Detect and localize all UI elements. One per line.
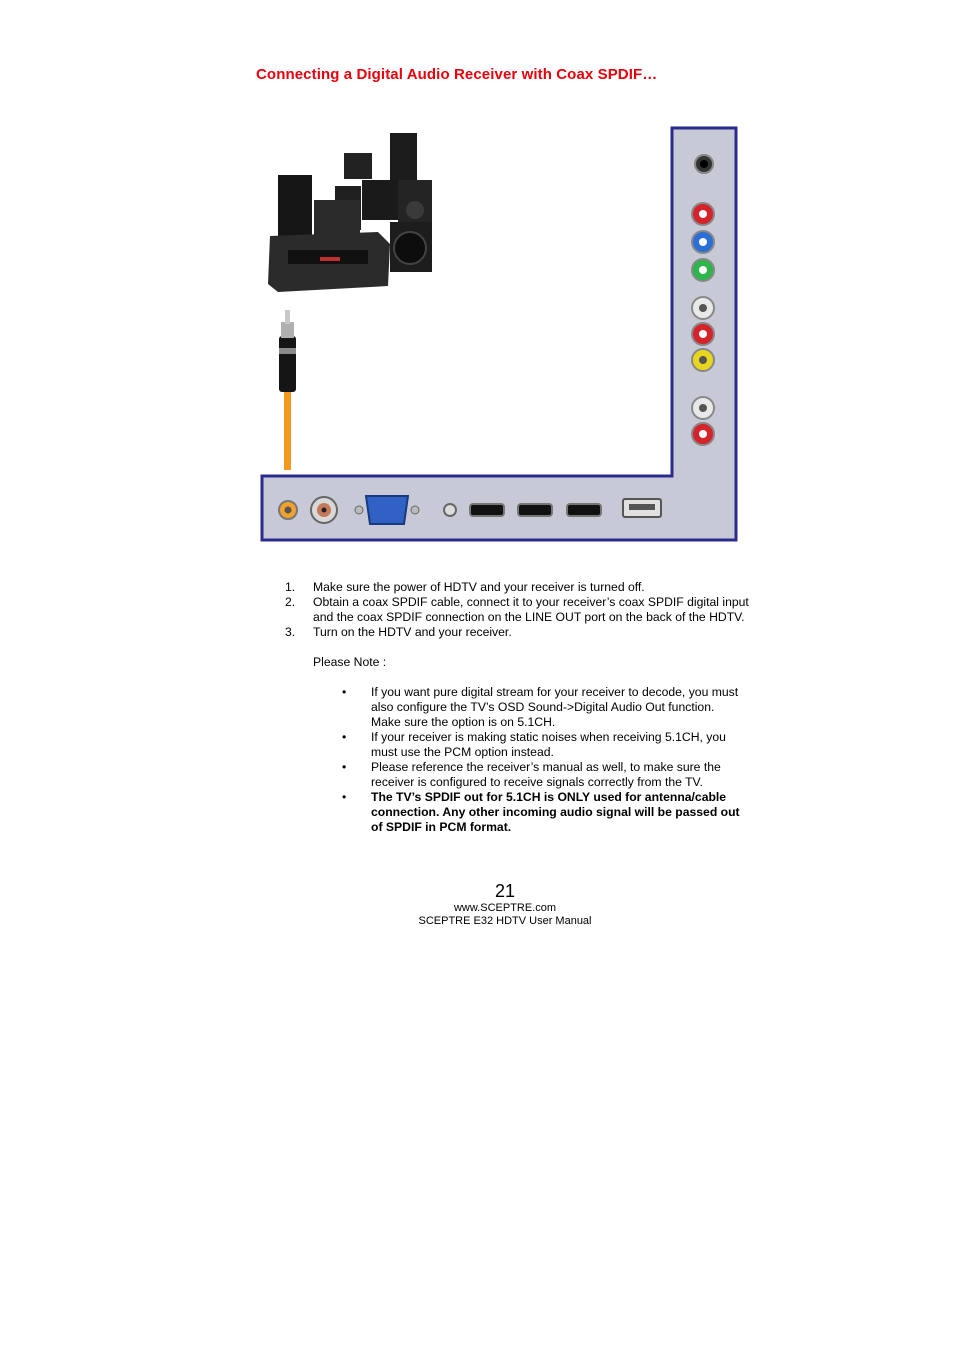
bullet-text: The TV’s SPDIF out for 5.1CH is ONLY used for antenna/cable connection. Any other incoming audio signal will be passed out of SPDIF in PCM format. [371, 790, 740, 834]
note-bullet [342, 685, 747, 730]
bullet-text: If your receiver is making static noises when receiving 5.1CH, you must use the PCM option instead. [371, 730, 726, 759]
bullet-text: Please reference the receiver’s manual as well, to make sure the receiver is configured to receive signals correctly from the TV. [371, 760, 721, 789]
step-number: 2. [285, 595, 296, 609]
note-bullets [342, 685, 747, 835]
step-number: 3. [285, 625, 296, 639]
step-text: Obtain a coax SPDIF cable, connect it to your receiver’s coax SPDIF digital input and the coax SPDIF connection on the LINE OUT port on the back of the HDTV. [313, 595, 749, 624]
bullet-text: If you want pure digital stream for your receiver to decode, you must also configure the TV’s OSD Sound->Digital Audio Out function. Make sure the option is on 5.1CH. [371, 685, 739, 729]
note-bullet [342, 760, 747, 790]
instruction-steps [285, 580, 755, 835]
step-2 [285, 595, 755, 625]
footer-manual-title: SCEPTRE E32 HDTV User Manual [418, 915, 592, 927]
page-title: Connecting a Digital Audio Receiver with Coax SPDIF… [256, 66, 658, 83]
note-bullet-bold [342, 790, 747, 835]
note-label: Please Note : [313, 655, 387, 669]
step-text: Turn on the HDTV and your receiver. [313, 625, 512, 639]
bullet-icon: • [342, 760, 347, 774]
step-number: 1. [285, 580, 296, 594]
step-1 [285, 580, 755, 595]
home-theater-system-image [268, 133, 432, 292]
connection-diagram [260, 126, 740, 544]
bullet-icon: • [342, 685, 347, 699]
coax-spdif-cable-image [279, 310, 296, 470]
footer-website: www.SCEPTRE.com [453, 902, 557, 914]
note-bullet [342, 730, 747, 760]
bullet-icon: • [342, 730, 347, 744]
step-3 [285, 625, 755, 640]
page-number: 21 [494, 881, 516, 901]
step-text: Make sure the power of HDTV and your receiver is turned off. [313, 580, 645, 594]
tv-back-panel [262, 128, 736, 540]
page-footer [0, 880, 954, 928]
bullet-icon: • [342, 790, 347, 804]
